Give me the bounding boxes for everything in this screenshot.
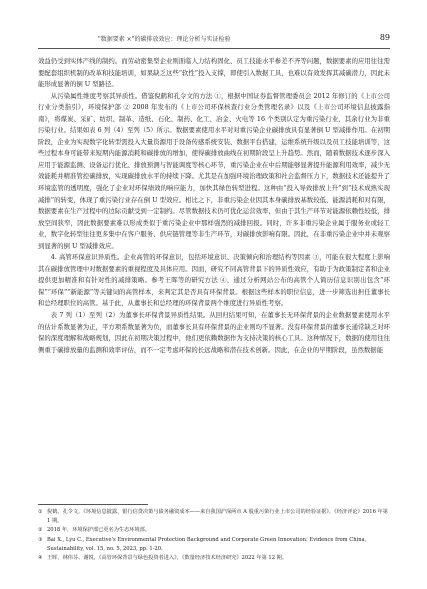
paragraph: 效益仍受到实体产线的制约。而劳动密集型企业则面临人力结构固化、员工技能水平参差不齐等问题，数据要素的应用往往需要配套组织机制的改革和技能培训，如果缺乏这些“软性”投入支撑，即使引入数据工具，也难以有效发挥其减碳潜力，因此未能形成显著的倒 U 型路径。 bbox=[38, 57, 390, 89]
footnote bbox=[38, 554, 390, 563]
footnote-mark: ③ bbox=[38, 536, 43, 543]
body-text bbox=[38, 56, 390, 356]
footnote bbox=[38, 536, 390, 554]
page-number: 89 bbox=[379, 33, 390, 42]
footnotes bbox=[38, 508, 390, 563]
footnote-rule bbox=[38, 504, 148, 505]
footnote-mark: ④ bbox=[38, 555, 43, 562]
footnote-text: 王晖、林伟芬、谢锐，《高管环保背景与绿色投资者进入》，《数量经济技术经济研究》2022 年第 12 期。 bbox=[47, 555, 288, 562]
running-header bbox=[38, 34, 390, 49]
paragraph: 4. 高管环保意识异质性。企业高管的环保意识，包括环境意识、决策倾向和治理结构等因素 ③，可能在很大程度上影响其在碳排放管理中对数据要素的重视程度及具体应用。因而，研究不同高管背景下的异质性效应，有助于为政策制定者和企业提供更加精准和有针对性的减排策略。参考王晖等的研究方法 ④，通过分析网站公布的高管个人简历信息识别出包含“环保”“环保”“新能源”等关键词的高管样本，来判定其是否具有环保背景。根据这些样本的职位信息，进一步筛选出担任董事长和总经理职位的高管。基于此，从董事长和总经理的环保背景两个维度进行异质性考察。 bbox=[38, 253, 390, 308]
footnote-text: 倪鹤、孔令文，《环境信息披露、银行信贷决策与债务融资成本——来自我国沪深两市 A 股重污染行业上市公司的经验证据》，《经济评论》2016 年第 1 期。 bbox=[47, 509, 388, 525]
paragraph: 从污染属性维度考察其异质性。借鉴倪鹤和孔令文的方法 ①，根据中国证券监督管理委员会 2012 年修订的《上市公司行业分类指引》，环境保护部 ② 2008 年发布的《上市公司环保核查行业分类管理名录》以及《上市公司环境信息披露指南》，将煤炭、采矿、纺织、制革、造纸、石化、制药、化工、冶金、火电等 16 个类别认定为重污染行业，其余行业为非重污染行业。结果如表 6 列（4）至列（5）所示。数据要素使用水平对对重污染企业碳排放具有显著倒 U 型减排作用。在初期阶段，企业为实现数字化转型需投入大量资源用于设备传感系统安装、数据平台搭建，运维系统升级以及员工技能培训等，这些过程本身可能带来短期内能源消耗和碳排放的增加，使得碳排放曲线在初期阶段呈上升趋势。然而，随着数据技术逐步深入应用于能源监测、设备运行优化、排放预测与智能调度等核心环节，重污染企业在中后期能够显著提升能源利用效率，减少无效能耗并精准管控碳排放，实现碳排放水平的持续下降。尤其是在加强环境治理政策和社会监督压力下，数据技术还能提升了环境监管的透明度，强化了企业对环保绩效的响应能力，加快其绿色转型进程。这种由“投入导致排放上升”到“技术成熟实现减排”的转变，体现了重污染行业存在倒 U 型效应。相比之下，非重污染企业因其本身碳排放基数较低、能源消耗和对有限，数据要素在生产过程中的边际贡献受到一定制约。尽管数据技术仍可优化运营效率，但由于其生产环节对能源依赖性较低，排放空间狭窄，因此数据要素难以形成类似于重污染企业中那样强烈的减排回报。同时，许多非重污染企业属于服务业或轻工业，数字化转型往往更多集中在客户服务、供应链管理等非生产环节，对碳排放影响有限。因此，在非重污染企业中并未观察到显著的倒 U 型减排效应。 bbox=[38, 91, 390, 250]
footnote bbox=[38, 526, 390, 535]
footnote bbox=[38, 508, 390, 526]
footnote-mark: ① bbox=[38, 509, 43, 515]
running-title: "数据要素 ×"的碳排放效应：理论分析与实证检验 bbox=[98, 36, 231, 43]
paragraph: 表 7 列（1）至列（2）为董事长环保背景异质性结果。从回归结果可知，在董事长无环保背景的企业数据要素使用水平的估计系数显著为正，平方项系数显著为负，而董事长具有环保背景的企业则均不显著。没有环保背景的董事长通常缺乏对环保的深度理解和战略规划，因此在初期决策过程中，他们更依赖数据作为支持决策的核心工具。这种情况下，数据的使用往往侧重于碳排放量的监测和效率评估，而不一定考虑环保的长远战略和潜在技术创新。因此，在企业的早期阶段，虽然数据能 bbox=[38, 311, 390, 354]
footnote-text: 2018 年，环境保护部已更名为生态环境部。 bbox=[47, 527, 151, 534]
footnote-text: Bai X., Lyu C., Executive's Environmental Protection Background and Corporate Green Innovation: Evidence from China, Sustainability, vol. 15, no. 5, 2023, pp. 1-20. bbox=[47, 536, 367, 552]
footnote-mark: ② bbox=[38, 527, 43, 534]
